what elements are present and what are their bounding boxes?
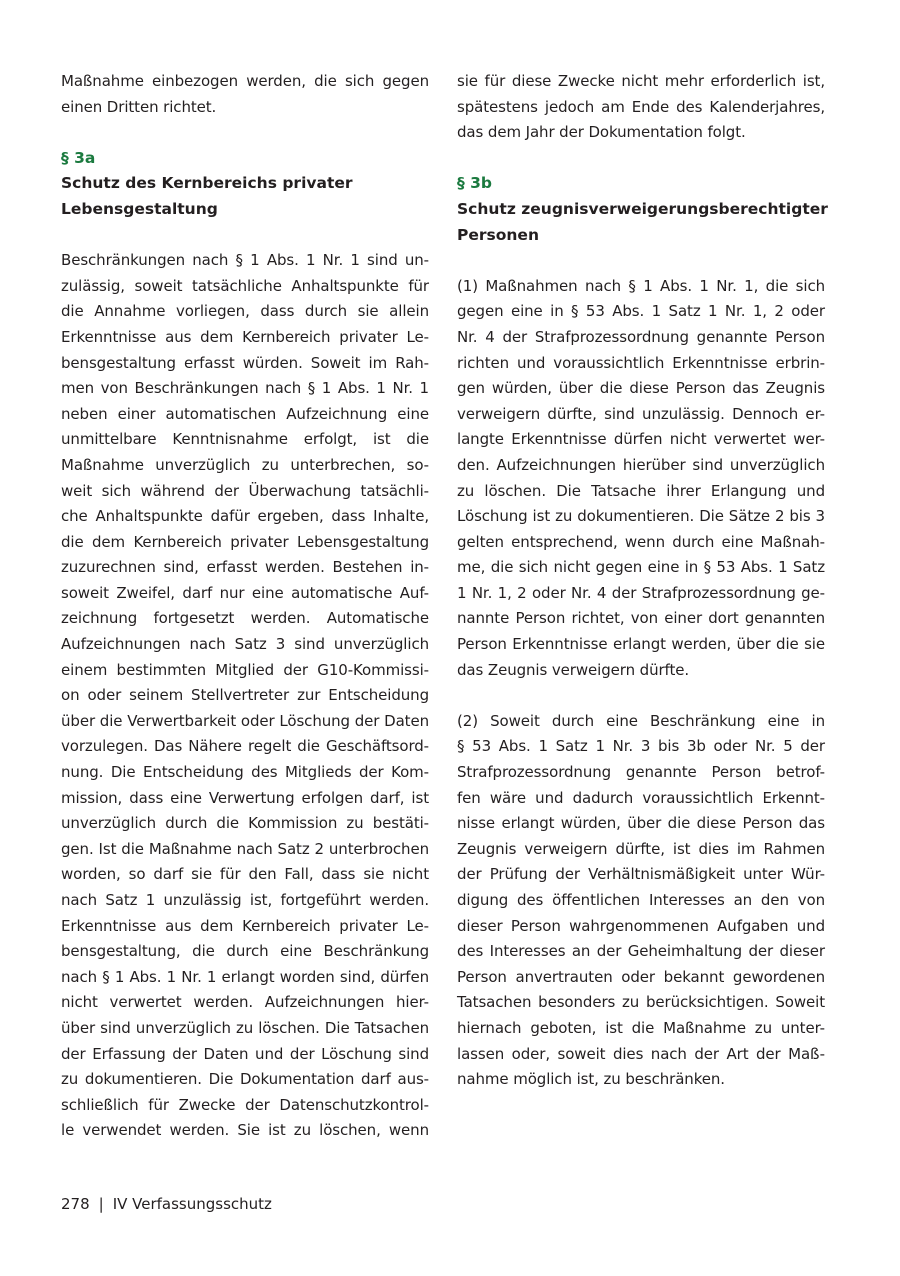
section-3a-body (61, 248, 429, 1144)
text-line: sie für diese Zwecke nicht mehr erforderlich ist, (457, 72, 825, 90)
text-line: Person Erkenntnisse erlangt werden, über die sie (457, 635, 825, 654)
text-line: nahme möglich ist, zu beschränken. (457, 1070, 725, 1089)
text-line: Erkenntnisse aus dem Kernbereich privater Le- (61, 916, 429, 935)
text-line: der Erfassung der Daten und der Löschung sind (61, 1044, 429, 1063)
text-line: neben einer automatischen Aufzeichnung eine (61, 404, 429, 423)
text-line: (2) Soweit durch eine Beschränkung eine in (457, 711, 825, 730)
text-line: vorzulegen. Das Nähere regelt die Geschäftsord- (61, 737, 429, 756)
text-line: das Zeugnis verweigern dürfte. (457, 660, 690, 679)
text-line: soweit Zweifel, darf nur eine automatische Auf- (61, 583, 429, 602)
text-line: zu löschen. Die Tatsache ihrer Erlangung und (457, 481, 825, 500)
text-line: Strafprozessordnung genannte Person betrof- (457, 763, 825, 782)
text-line: einem bestimmten Mitglied der G10-Kommissi- (61, 660, 429, 679)
text-line: Maßnahme einbezogen werden, die sich gegen (61, 72, 429, 90)
text-line: me, die sich nicht gegen eine in § 53 Abs. 1 Satz (457, 558, 825, 577)
footer-separator: | (98, 1195, 104, 1213)
text-line: verweigern dürfte, sind unzulässig. Dennoch er- (457, 404, 825, 423)
text-line: digung des öffentlichen Interesses an den von (457, 891, 825, 909)
text-line: zu dokumentieren. Die Dokumentation darf aus- (61, 1070, 429, 1089)
text-line: unmittelbare Kenntnisnahme erfolgt, ist die (61, 430, 429, 449)
text-line: des Interesses an der Geheimhaltung der dieser (457, 942, 825, 961)
text-line: gegen eine in § 53 Abs. 1 Satz 1 Nr. 1, 2 oder (457, 302, 825, 321)
text-line: gen. Ist die Maßnahme nach Satz 2 unterbrochen (61, 839, 429, 858)
text-line: le verwendet werden. Sie ist zu löschen, wenn (61, 1121, 429, 1140)
section-3b-number: § 3b (457, 174, 493, 193)
text-line: Aufzeichnungen nach Satz 3 sind unverzüglich (61, 635, 429, 654)
text-line: nannte Person richtet, von einer dort genannten (457, 609, 825, 628)
text-line: unverzüglich durch die Kommission zu bestäti- (61, 814, 429, 833)
text-line: dieser Person wahrgenommenen Aufgaben und (457, 916, 825, 935)
text-line: das dem Jahr der Dokumentation folgt. (457, 123, 746, 142)
section-3a-number: § 3a (61, 148, 96, 167)
text-line: 1 Nr. 1, 2 oder Nr. 4 der Strafprozessordnung ge- (457, 583, 825, 602)
chapter-title: IV Verfassungsschutz (112, 1195, 272, 1213)
text-line: nicht verwertet werden. Aufzeichnungen hier- (61, 993, 429, 1012)
text-line: on oder seinem Stellvertreter zur Entscheidung (61, 686, 429, 705)
right-column (457, 69, 828, 1093)
section-3b-paragraph-1 (457, 274, 825, 684)
text-line: Beschränkungen nach § 1 Abs. 1 Nr. 1 sind un- (61, 251, 429, 270)
page-footer (61, 1193, 272, 1215)
section-title-line: Schutz des Kernbereichs privater (61, 174, 353, 193)
text-line: langte Erkenntnisse dürfen nicht verwertet wer- (457, 430, 825, 449)
text-line: zulässig, soweit tatsächliche Anhaltspunkte für (61, 276, 429, 295)
section-title-line: Personen (457, 225, 539, 244)
section-title-line: Schutz zeugnisverweigerungsberechtigter (457, 199, 828, 218)
text-line: lassen oder, soweit dies nach der Art der Maß- (457, 1044, 825, 1063)
page-number: 278 (61, 1195, 90, 1213)
text-line: gelten entsprechend, wenn durch eine Maßnah- (457, 532, 825, 551)
text-line: Maßnahme unverzüglich zu unterbrechen, so- (61, 455, 429, 474)
text-line: mission, dass eine Verwertung erfolgen darf, ist (61, 788, 429, 807)
text-line: bensgestaltung, die durch eine Beschränkung (61, 942, 429, 961)
text-line: über sind unverzüglich zu löschen. Die Tatsachen (61, 1018, 429, 1037)
text-line: einen Dritten richtet. (61, 97, 217, 116)
right-intro-paragraph (457, 69, 825, 146)
section-3b-title (457, 197, 828, 248)
text-line: den. Aufzeichnungen hierüber sind unverzüglich (457, 455, 825, 474)
section-3b-paragraph-2 (457, 709, 825, 1093)
text-line: nach § 1 Abs. 1 Nr. 1 erlangt worden sind, dürfen (61, 967, 429, 986)
text-line: (1) Maßnahmen nach § 1 Abs. 1 Nr. 1, die sich (457, 276, 825, 295)
text-line: nung. Die Entscheidung des Mitglieds der Kom- (61, 763, 429, 782)
text-line: men von Beschränkungen nach § 1 Abs. 1 Nr. 1 (61, 379, 429, 398)
text-line: spätestens jedoch am Ende des Kalenderjahres, (457, 97, 825, 116)
text-line: Löschung ist zu dokumentieren. Die Sätze 2 bis 3 (457, 507, 825, 526)
text-line: zuzurechnen sind, erfasst werden. Bestehen in- (61, 558, 429, 577)
text-line: gen würden, über die diese Person das Zeugnis (457, 379, 825, 398)
text-line: Erkenntnisse aus dem Kernbereich privater Le- (61, 327, 429, 346)
text-line: worden, so darf sie für den Fall, dass sie nicht (61, 865, 429, 884)
text-line: schließlich für Zwecke der Datenschutzkontrol- (61, 1095, 429, 1114)
text-line: zeichnung fortgesetzt werden. Automatische (61, 609, 429, 628)
text-line: nisse erlangt würden, über die diese Person das (457, 814, 825, 833)
text-line: über die Verwertbarkeit oder Löschung der Daten (61, 711, 429, 730)
text-line: hiernach geboten, ist die Maßnahme zu unter- (457, 1018, 825, 1037)
text-line: § 53 Abs. 1 Satz 1 Nr. 3 bis 3b oder Nr. 5 der (457, 737, 825, 756)
left-intro-paragraph (61, 69, 429, 120)
text-line: weit sich während der Überwachung tatsächli- (61, 481, 429, 500)
text-line: Person anvertrauten oder bekannt gewordenen (457, 967, 825, 986)
text-line: Nr. 4 der Strafprozessordnung genannte Person (457, 327, 825, 346)
text-line: bensgestaltung erfasst würden. Soweit im Rah- (61, 353, 429, 372)
text-line: Tatsachen besonders zu berücksichtigen. Soweit (457, 993, 825, 1012)
text-line: fen wäre und dadurch voraussichtlich Erkennt- (457, 788, 825, 807)
section-title-line: Lebensgestaltung (61, 199, 218, 218)
text-line: Zeugnis verweigern dürfte, ist dies im Rahmen (457, 839, 825, 858)
text-line: die Annahme vorliegen, dass durch sie allein (61, 302, 429, 321)
left-column (61, 69, 429, 1144)
text-line: che Anhaltspunkte dafür ergeben, dass Inhalte, (61, 507, 429, 526)
text-line: die dem Kernbereich privater Lebensgestaltung (61, 532, 429, 551)
text-line: richten und voraussichtlich Erkenntnisse erbrin- (457, 353, 825, 372)
section-3a-title (61, 171, 429, 222)
text-line: der Prüfung der Verhältnismäßigkeit unter Wür- (457, 865, 825, 884)
text-line: nach Satz 1 unzulässig ist, fortgeführt werden. (61, 891, 429, 909)
